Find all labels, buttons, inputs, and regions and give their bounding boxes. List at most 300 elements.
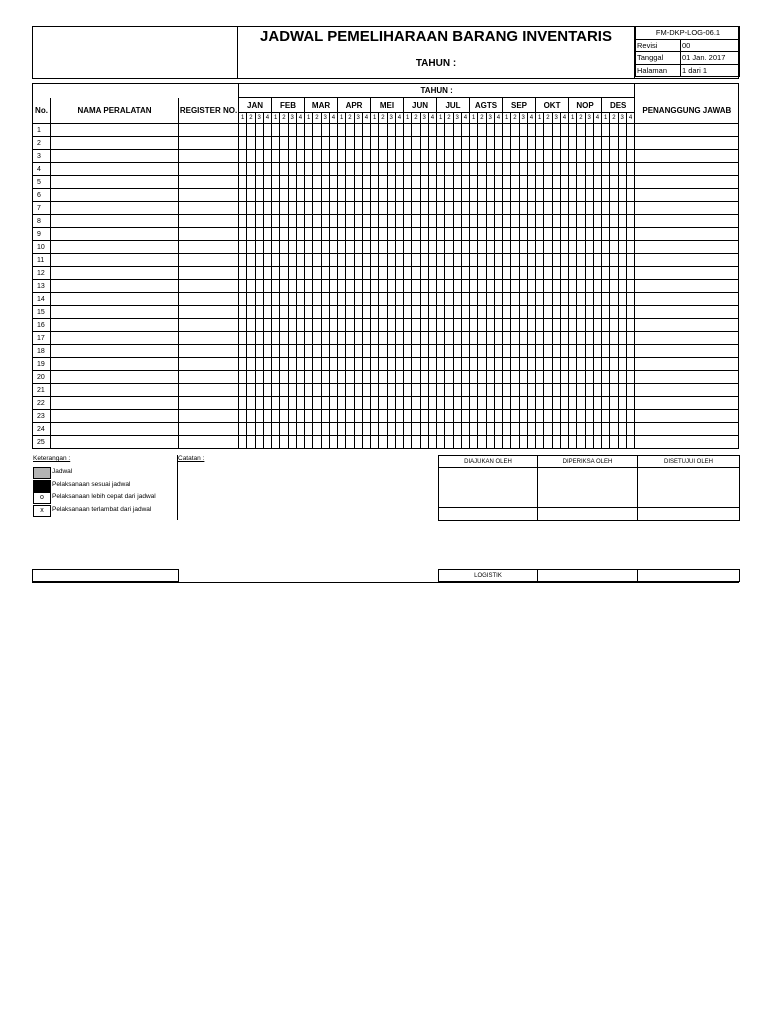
schedule-cell[interactable] (618, 202, 626, 215)
schedule-cell[interactable] (247, 150, 255, 163)
pic-cell[interactable] (635, 345, 739, 358)
schedule-cell[interactable] (255, 397, 263, 410)
schedule-cell[interactable] (503, 423, 511, 436)
schedule-cell[interactable] (577, 280, 585, 293)
schedule-cell[interactable] (577, 124, 585, 137)
schedule-cell[interactable] (371, 280, 379, 293)
schedule-cell[interactable] (544, 436, 552, 449)
schedule-cell[interactable] (437, 397, 445, 410)
schedule-cell[interactable] (296, 163, 304, 176)
schedule-cell[interactable] (494, 371, 502, 384)
schedule-cell[interactable] (255, 228, 263, 241)
schedule-cell[interactable] (247, 332, 255, 345)
schedule-cell[interactable] (387, 332, 395, 345)
schedule-cell[interactable] (552, 358, 560, 371)
schedule-cell[interactable] (618, 137, 626, 150)
schedule-cell[interactable] (280, 189, 288, 202)
schedule-cell[interactable] (453, 176, 461, 189)
schedule-cell[interactable] (536, 150, 544, 163)
schedule-cell[interactable] (239, 163, 247, 176)
schedule-cell[interactable] (536, 384, 544, 397)
schedule-cell[interactable] (379, 306, 387, 319)
schedule-cell[interactable] (263, 397, 271, 410)
schedule-cell[interactable] (503, 371, 511, 384)
pic-cell[interactable] (635, 436, 739, 449)
schedule-cell[interactable] (338, 384, 346, 397)
schedule-cell[interactable] (395, 241, 403, 254)
schedule-cell[interactable] (511, 358, 519, 371)
schedule-cell[interactable] (338, 306, 346, 319)
schedule-cell[interactable] (453, 293, 461, 306)
schedule-cell[interactable] (527, 397, 535, 410)
schedule-cell[interactable] (420, 176, 428, 189)
schedule-cell[interactable] (288, 332, 296, 345)
schedule-cell[interactable] (420, 436, 428, 449)
schedule-cell[interactable] (338, 397, 346, 410)
pic-cell[interactable] (635, 215, 739, 228)
schedule-cell[interactable] (263, 150, 271, 163)
schedule-cell[interactable] (552, 241, 560, 254)
schedule-cell[interactable] (577, 358, 585, 371)
schedule-cell[interactable] (445, 436, 453, 449)
schedule-cell[interactable] (420, 384, 428, 397)
schedule-cell[interactable] (577, 306, 585, 319)
schedule-cell[interactable] (379, 410, 387, 423)
schedule-cell[interactable] (437, 241, 445, 254)
schedule-cell[interactable] (626, 267, 635, 280)
schedule-cell[interactable] (296, 345, 304, 358)
schedule-cell[interactable] (272, 345, 280, 358)
schedule-cell[interactable] (618, 371, 626, 384)
schedule-cell[interactable] (585, 410, 593, 423)
schedule-cell[interactable] (585, 202, 593, 215)
schedule-cell[interactable] (346, 358, 354, 371)
register-no-cell[interactable] (179, 397, 239, 410)
schedule-cell[interactable] (395, 280, 403, 293)
schedule-cell[interactable] (577, 267, 585, 280)
schedule-cell[interactable] (626, 345, 635, 358)
schedule-cell[interactable] (321, 176, 329, 189)
pic-cell[interactable] (635, 384, 739, 397)
schedule-cell[interactable] (280, 176, 288, 189)
schedule-cell[interactable] (263, 267, 271, 280)
schedule-cell[interactable] (272, 410, 280, 423)
schedule-cell[interactable] (577, 176, 585, 189)
schedule-cell[interactable] (354, 397, 362, 410)
schedule-cell[interactable] (428, 241, 436, 254)
schedule-cell[interactable] (272, 384, 280, 397)
schedule-cell[interactable] (544, 358, 552, 371)
schedule-cell[interactable] (313, 202, 321, 215)
schedule-cell[interactable] (569, 384, 577, 397)
schedule-cell[interactable] (362, 124, 370, 137)
schedule-cell[interactable] (387, 124, 395, 137)
equipment-name-cell[interactable] (51, 137, 179, 150)
schedule-cell[interactable] (321, 332, 329, 345)
schedule-cell[interactable] (420, 358, 428, 371)
schedule-cell[interactable] (618, 280, 626, 293)
schedule-cell[interactable] (602, 137, 610, 150)
schedule-cell[interactable] (420, 423, 428, 436)
schedule-cell[interactable] (470, 202, 478, 215)
schedule-cell[interactable] (461, 215, 469, 228)
schedule-cell[interactable] (585, 397, 593, 410)
schedule-cell[interactable] (536, 306, 544, 319)
schedule-cell[interactable] (552, 189, 560, 202)
schedule-cell[interactable] (420, 163, 428, 176)
schedule-cell[interactable] (239, 436, 247, 449)
schedule-cell[interactable] (527, 150, 535, 163)
schedule-cell[interactable] (329, 436, 337, 449)
schedule-cell[interactable] (593, 202, 601, 215)
schedule-cell[interactable] (354, 410, 362, 423)
schedule-cell[interactable] (296, 137, 304, 150)
equipment-name-cell[interactable] (51, 176, 179, 189)
schedule-cell[interactable] (263, 280, 271, 293)
schedule-cell[interactable] (280, 397, 288, 410)
schedule-cell[interactable] (585, 137, 593, 150)
schedule-cell[interactable] (354, 215, 362, 228)
schedule-cell[interactable] (428, 176, 436, 189)
schedule-cell[interactable] (329, 150, 337, 163)
schedule-cell[interactable] (486, 189, 494, 202)
schedule-cell[interactable] (577, 228, 585, 241)
schedule-cell[interactable] (346, 202, 354, 215)
schedule-cell[interactable] (239, 358, 247, 371)
schedule-cell[interactable] (313, 137, 321, 150)
schedule-cell[interactable] (626, 358, 635, 371)
schedule-cell[interactable] (296, 202, 304, 215)
schedule-cell[interactable] (494, 137, 502, 150)
schedule-cell[interactable] (239, 254, 247, 267)
schedule-cell[interactable] (453, 319, 461, 332)
schedule-cell[interactable] (371, 306, 379, 319)
equipment-name-cell[interactable] (51, 267, 179, 280)
schedule-cell[interactable] (437, 163, 445, 176)
schedule-cell[interactable] (338, 189, 346, 202)
schedule-cell[interactable] (618, 124, 626, 137)
schedule-cell[interactable] (618, 293, 626, 306)
schedule-cell[interactable] (412, 254, 420, 267)
schedule-cell[interactable] (329, 345, 337, 358)
schedule-cell[interactable] (437, 280, 445, 293)
schedule-cell[interactable] (313, 332, 321, 345)
schedule-cell[interactable] (519, 124, 527, 137)
schedule-cell[interactable] (486, 397, 494, 410)
schedule-cell[interactable] (305, 410, 313, 423)
schedule-cell[interactable] (602, 319, 610, 332)
schedule-cell[interactable] (437, 345, 445, 358)
schedule-cell[interactable] (272, 137, 280, 150)
schedule-cell[interactable] (371, 423, 379, 436)
schedule-cell[interactable] (305, 150, 313, 163)
schedule-cell[interactable] (305, 358, 313, 371)
schedule-cell[interactable] (338, 176, 346, 189)
schedule-cell[interactable] (239, 202, 247, 215)
register-no-cell[interactable] (179, 241, 239, 254)
schedule-cell[interactable] (321, 215, 329, 228)
schedule-cell[interactable] (486, 384, 494, 397)
schedule-cell[interactable] (560, 189, 568, 202)
schedule-cell[interactable] (239, 215, 247, 228)
schedule-cell[interactable] (354, 163, 362, 176)
schedule-cell[interactable] (470, 358, 478, 371)
schedule-cell[interactable] (470, 293, 478, 306)
schedule-cell[interactable] (288, 215, 296, 228)
schedule-cell[interactable] (453, 228, 461, 241)
schedule-cell[interactable] (478, 423, 486, 436)
schedule-cell[interactable] (255, 358, 263, 371)
schedule-cell[interactable] (478, 176, 486, 189)
schedule-cell[interactable] (428, 358, 436, 371)
schedule-cell[interactable] (247, 241, 255, 254)
schedule-cell[interactable] (560, 137, 568, 150)
schedule-cell[interactable] (255, 332, 263, 345)
schedule-cell[interactable] (346, 319, 354, 332)
schedule-cell[interactable] (428, 410, 436, 423)
schedule-cell[interactable] (593, 163, 601, 176)
schedule-cell[interactable] (305, 189, 313, 202)
schedule-cell[interactable] (379, 241, 387, 254)
schedule-cell[interactable] (610, 202, 618, 215)
schedule-cell[interactable] (346, 397, 354, 410)
schedule-cell[interactable] (494, 293, 502, 306)
schedule-cell[interactable] (346, 189, 354, 202)
schedule-cell[interactable] (329, 176, 337, 189)
schedule-cell[interactable] (362, 397, 370, 410)
schedule-cell[interactable] (321, 137, 329, 150)
schedule-cell[interactable] (239, 332, 247, 345)
schedule-cell[interactable] (503, 267, 511, 280)
schedule-cell[interactable] (305, 332, 313, 345)
schedule-cell[interactable] (272, 436, 280, 449)
schedule-cell[interactable] (560, 163, 568, 176)
schedule-cell[interactable] (420, 137, 428, 150)
schedule-cell[interactable] (354, 358, 362, 371)
schedule-cell[interactable] (527, 423, 535, 436)
schedule-cell[interactable] (362, 202, 370, 215)
schedule-cell[interactable] (305, 137, 313, 150)
schedule-cell[interactable] (412, 436, 420, 449)
schedule-cell[interactable] (552, 280, 560, 293)
schedule-cell[interactable] (280, 163, 288, 176)
schedule-cell[interactable] (239, 410, 247, 423)
schedule-cell[interactable] (544, 293, 552, 306)
schedule-cell[interactable] (610, 254, 618, 267)
schedule-cell[interactable] (395, 410, 403, 423)
schedule-cell[interactable] (527, 189, 535, 202)
schedule-cell[interactable] (272, 150, 280, 163)
schedule-cell[interactable] (544, 163, 552, 176)
schedule-cell[interactable] (263, 254, 271, 267)
schedule-cell[interactable] (362, 436, 370, 449)
schedule-cell[interactable] (239, 345, 247, 358)
schedule-cell[interactable] (478, 241, 486, 254)
schedule-cell[interactable] (494, 280, 502, 293)
schedule-cell[interactable] (362, 306, 370, 319)
schedule-cell[interactable] (486, 202, 494, 215)
schedule-cell[interactable] (445, 345, 453, 358)
schedule-cell[interactable] (461, 371, 469, 384)
schedule-cell[interactable] (552, 176, 560, 189)
schedule-cell[interactable] (329, 410, 337, 423)
schedule-cell[interactable] (552, 254, 560, 267)
schedule-cell[interactable] (338, 150, 346, 163)
schedule-cell[interactable] (288, 319, 296, 332)
schedule-cell[interactable] (618, 215, 626, 228)
schedule-cell[interactable] (371, 358, 379, 371)
register-no-cell[interactable] (179, 215, 239, 228)
schedule-cell[interactable] (346, 215, 354, 228)
schedule-cell[interactable] (247, 215, 255, 228)
schedule-cell[interactable] (626, 332, 635, 345)
schedule-cell[interactable] (272, 267, 280, 280)
schedule-cell[interactable] (486, 410, 494, 423)
schedule-cell[interactable] (453, 163, 461, 176)
pic-cell[interactable] (635, 189, 739, 202)
schedule-cell[interactable] (296, 189, 304, 202)
pic-cell[interactable] (635, 241, 739, 254)
schedule-cell[interactable] (329, 202, 337, 215)
schedule-cell[interactable] (420, 189, 428, 202)
schedule-cell[interactable] (560, 332, 568, 345)
schedule-cell[interactable] (461, 267, 469, 280)
schedule-cell[interactable] (437, 319, 445, 332)
schedule-cell[interactable] (569, 410, 577, 423)
schedule-cell[interactable] (412, 410, 420, 423)
schedule-cell[interactable] (544, 345, 552, 358)
schedule-cell[interactable] (280, 384, 288, 397)
schedule-cell[interactable] (280, 306, 288, 319)
schedule-cell[interactable] (519, 436, 527, 449)
schedule-cell[interactable] (560, 241, 568, 254)
schedule-cell[interactable] (544, 124, 552, 137)
schedule-cell[interactable] (536, 267, 544, 280)
schedule-cell[interactable] (593, 189, 601, 202)
register-no-cell[interactable] (179, 358, 239, 371)
schedule-cell[interactable] (478, 371, 486, 384)
schedule-cell[interactable] (362, 189, 370, 202)
schedule-cell[interactable] (536, 332, 544, 345)
schedule-cell[interactable] (503, 384, 511, 397)
schedule-cell[interactable] (527, 358, 535, 371)
schedule-cell[interactable] (626, 280, 635, 293)
schedule-cell[interactable] (486, 267, 494, 280)
schedule-cell[interactable] (511, 189, 519, 202)
schedule-cell[interactable] (239, 319, 247, 332)
schedule-cell[interactable] (569, 293, 577, 306)
equipment-name-cell[interactable] (51, 241, 179, 254)
schedule-cell[interactable] (478, 384, 486, 397)
pic-cell[interactable] (635, 267, 739, 280)
schedule-cell[interactable] (272, 293, 280, 306)
schedule-cell[interactable] (329, 306, 337, 319)
schedule-cell[interactable] (321, 410, 329, 423)
schedule-cell[interactable] (453, 241, 461, 254)
schedule-cell[interactable] (560, 306, 568, 319)
schedule-cell[interactable] (536, 358, 544, 371)
schedule-cell[interactable] (395, 124, 403, 137)
schedule-cell[interactable] (395, 384, 403, 397)
schedule-cell[interactable] (354, 332, 362, 345)
schedule-cell[interactable] (404, 202, 412, 215)
schedule-cell[interactable] (329, 423, 337, 436)
schedule-cell[interactable] (420, 410, 428, 423)
schedule-cell[interactable] (437, 267, 445, 280)
schedule-cell[interactable] (354, 241, 362, 254)
schedule-cell[interactable] (362, 384, 370, 397)
schedule-cell[interactable] (387, 306, 395, 319)
schedule-cell[interactable] (560, 410, 568, 423)
schedule-cell[interactable] (602, 228, 610, 241)
schedule-cell[interactable] (288, 410, 296, 423)
schedule-cell[interactable] (511, 384, 519, 397)
schedule-cell[interactable] (626, 319, 635, 332)
schedule-cell[interactable] (288, 254, 296, 267)
schedule-cell[interactable] (296, 124, 304, 137)
schedule-cell[interactable] (321, 202, 329, 215)
schedule-cell[interactable] (585, 358, 593, 371)
schedule-cell[interactable] (503, 280, 511, 293)
schedule-cell[interactable] (296, 358, 304, 371)
schedule-cell[interactable] (404, 306, 412, 319)
schedule-cell[interactable] (519, 410, 527, 423)
schedule-cell[interactable] (569, 254, 577, 267)
schedule-cell[interactable] (272, 371, 280, 384)
schedule-cell[interactable] (362, 163, 370, 176)
schedule-cell[interactable] (519, 358, 527, 371)
schedule-cell[interactable] (494, 202, 502, 215)
equipment-name-cell[interactable] (51, 345, 179, 358)
schedule-cell[interactable] (453, 267, 461, 280)
schedule-cell[interactable] (536, 228, 544, 241)
register-no-cell[interactable] (179, 306, 239, 319)
schedule-cell[interactable] (428, 202, 436, 215)
schedule-cell[interactable] (329, 241, 337, 254)
schedule-cell[interactable] (288, 423, 296, 436)
schedule-cell[interactable] (560, 358, 568, 371)
schedule-cell[interactable] (486, 423, 494, 436)
pic-cell[interactable] (635, 163, 739, 176)
schedule-cell[interactable] (404, 137, 412, 150)
schedule-cell[interactable] (395, 176, 403, 189)
schedule-cell[interactable] (412, 384, 420, 397)
schedule-cell[interactable] (453, 358, 461, 371)
schedule-cell[interactable] (626, 137, 635, 150)
schedule-cell[interactable] (354, 423, 362, 436)
schedule-cell[interactable] (395, 371, 403, 384)
schedule-cell[interactable] (420, 215, 428, 228)
schedule-cell[interactable] (536, 163, 544, 176)
schedule-cell[interactable] (610, 371, 618, 384)
schedule-cell[interactable] (362, 228, 370, 241)
schedule-cell[interactable] (585, 124, 593, 137)
schedule-cell[interactable] (503, 345, 511, 358)
schedule-cell[interactable] (602, 345, 610, 358)
schedule-cell[interactable] (296, 410, 304, 423)
schedule-cell[interactable] (346, 254, 354, 267)
schedule-cell[interactable] (445, 163, 453, 176)
schedule-cell[interactable] (445, 254, 453, 267)
schedule-cell[interactable] (428, 319, 436, 332)
schedule-cell[interactable] (288, 124, 296, 137)
schedule-cell[interactable] (346, 124, 354, 137)
schedule-cell[interactable] (511, 254, 519, 267)
schedule-cell[interactable] (263, 137, 271, 150)
schedule-cell[interactable] (519, 202, 527, 215)
schedule-cell[interactable] (445, 241, 453, 254)
equipment-name-cell[interactable] (51, 306, 179, 319)
